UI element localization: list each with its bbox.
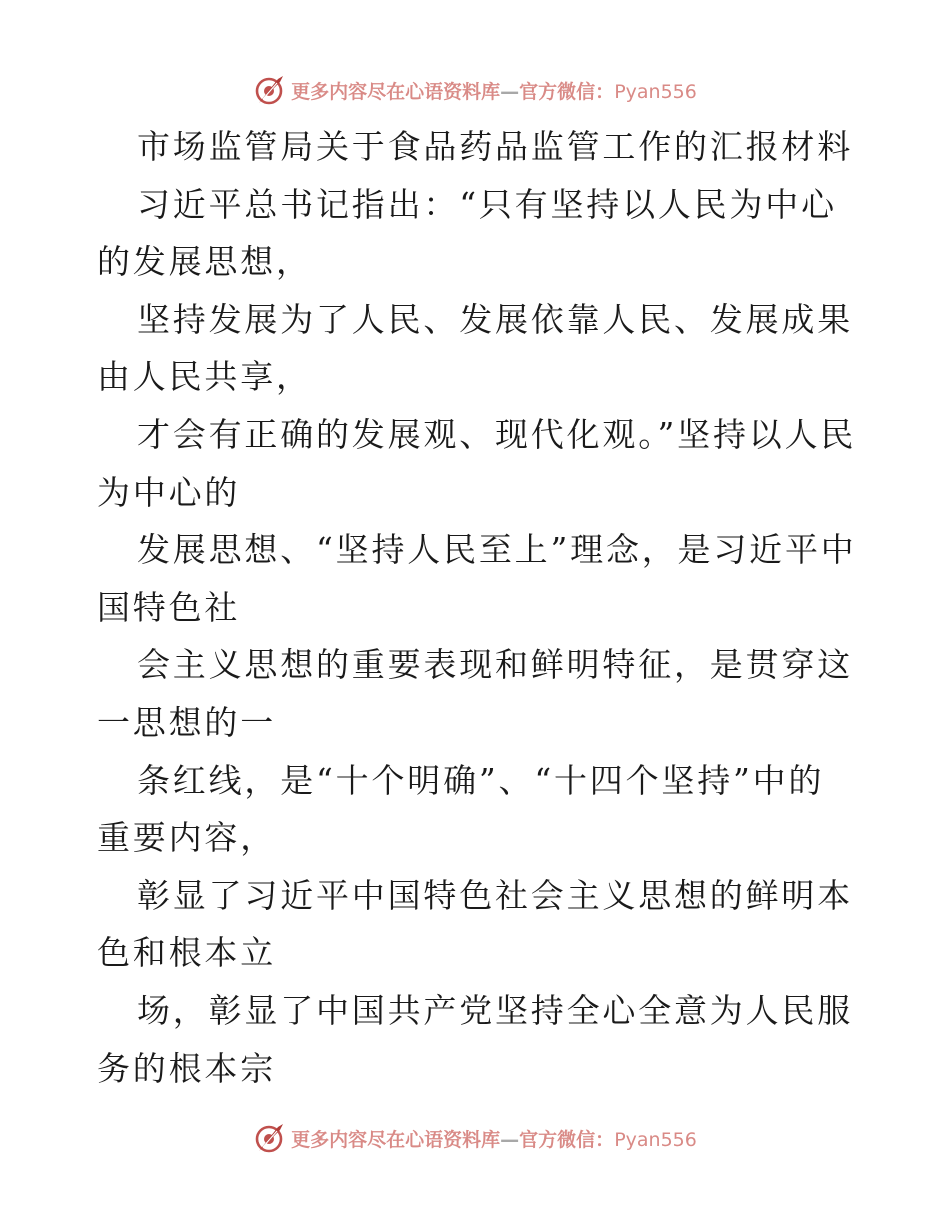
quill-logo-icon	[253, 73, 287, 107]
footer-watermark	[0, 1118, 950, 1158]
watermark-separator: —	[500, 80, 520, 103]
watermark-separator: —	[500, 1128, 520, 1151]
paragraph: 会主义思想的重要表现和鲜明特征，是贯穿这一思想的一	[97, 645, 853, 742]
watermark-text	[291, 1125, 697, 1152]
document-title: 市场监管局关于食品药品监管工作的汇报材料	[137, 127, 853, 166]
header-watermark	[0, 70, 950, 110]
watermark-text	[291, 77, 697, 104]
watermark-wechat-label: 官方微信：	[519, 1128, 615, 1151]
paragraph: 才会有正确的发展观、现代化观。”坚持以人民为中心的	[97, 414, 857, 512]
paragraph: 条红线，是“十个明确”、“十四个坚持”中的重要内容，	[97, 760, 825, 858]
paragraph: 习近平总书记指出：“只有坚持以人民为中心的发展思想，	[97, 184, 837, 282]
watermark-brand: 更多内容尽在心语资料库	[291, 80, 501, 103]
paragraph: 彰显了习近平中国特色社会主义思想的鲜明本色和根本立	[97, 875, 853, 973]
watermark-brand: 更多内容尽在心语资料库	[291, 1128, 501, 1151]
document-body	[97, 118, 857, 1097]
watermark-wechat-id: Pyan556	[614, 1128, 697, 1151]
paragraph: 场，彰显了中国共产党坚持全心全意为人民服务的根本宗	[97, 990, 853, 1088]
watermark-wechat-id: Pyan556	[614, 80, 697, 103]
watermark-wechat-label: 官方微信：	[519, 80, 615, 103]
paragraph: 坚持发展为了人民、发展依靠人民、发展成果由人民共享，	[97, 299, 853, 397]
quill-logo-icon	[253, 1121, 287, 1155]
paragraph: 发展思想、“坚持人民至上”理念，是习近平中国特色社	[97, 530, 857, 627]
